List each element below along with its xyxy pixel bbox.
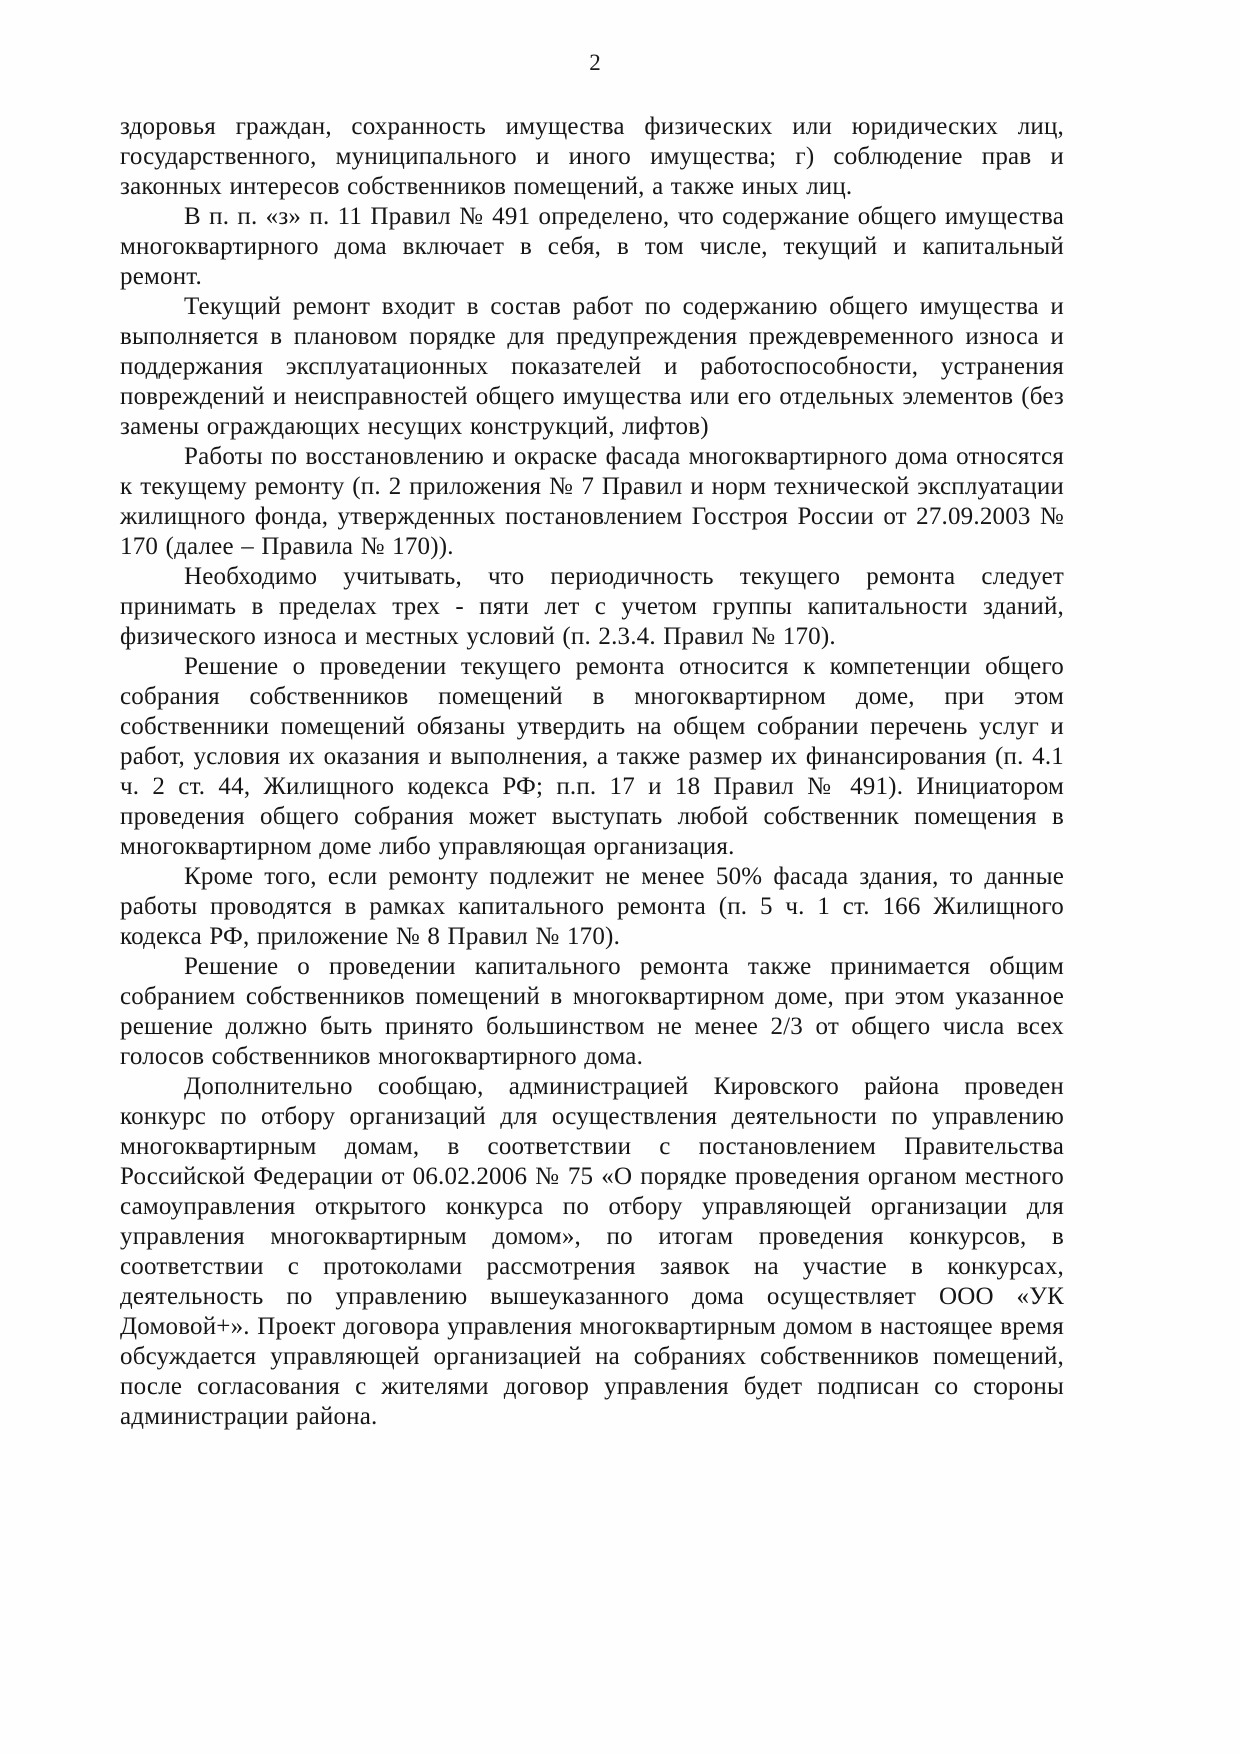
paragraph-current-repair-definition: Текущий ремонт входит в состав работ по содержанию общего имущества и выполняется в плановом порядке для предупреждения преждевременного износа и поддержания эксплуатационных показателей и работоспособности, устранения повреждений и неисправностей общего имущества или его отдельных элементов (без замены ограждающих несущих конструкций, лифтов) [120,293,1064,440]
paragraph-capital-repair-50-percent: Кроме того, если ремонту подлежит не менее 50% фасада здания, то данные работы проводятся в рамках капитального ремонта (п. 5 ч. 1 ст. 166 Жилищного кодекса РФ, приложение № 8 Правил № 170). [120,863,1064,950]
document-body [120,112,1064,1432]
paragraph-repair-periodicity: Необходимо учитывать, что периодичность текущего ремонта следует принимать в пределах трех - пяти лет с учетом группы капитальности зданий, физического износа и местных условий (п. 2.3.4. Правил № 170). [120,563,1064,650]
paragraph-facade-works: Работы по восстановлению и окраске фасада многоквартирного дома относятся к текущему ремонту (п. 2 приложения № 7 Правил и норм технической эксплуатации жилищного фонда, утвержденных постановлением Госстроя России от 27.09.2003 № 170 (далее – Правила № 170)). [120,443,1064,560]
paragraph-capital-repair-decision: Решение о проведении капитального ремонта также принимается общим собранием собственников помещений в многоквартирном доме, при этом указанное решение должно быть принято большинством не менее 2/3 от общего числа всех голосов собственников многоквартирного дома. [120,953,1064,1070]
page-number: 2 [589,50,601,75]
paragraph-rules-491: В п. п. «з» п. 11 Правил № 491 определено, что содержание общего имущества многоквартирного дома включает в себя, в том числе, текущий и капитальный ремонт. [120,203,1064,290]
paragraph-continuation: здоровья граждан, сохранность имущества физических или юридических лиц, государственного, муниципального и иного имущества; г) соблюдение прав и законных интересов собственников помещений, а также иных лиц. [120,113,1064,200]
paragraph-current-repair-decision: Решение о проведении текущего ремонта относится к компетенции общего собрания собственников помещений в многоквартирном доме, при этом собственники помещений обязаны утвердить на общем собрании перечень услуг и работ, условия их оказания и выполнения, а также размер их финансирования (п. 4.1 ч. 2 ст. 44, Жилищного кодекса РФ; п.п. 17 и 18 Правил № 491). Инициатором проведения общего собрания может выступать любой собственник помещения в многоквартирном доме либо управляющая организация. [120,653,1064,860]
paragraph-management-competition: Дополнительно сообщаю, администрацией Кировского района проведен конкурс по отбору организаций для осуществления деятельности по управлению многоквартирным домам, в соответствии с постановлением Правительства Российской Федерации от 06.02.2006 № 75 «О порядке проведения органом местного самоуправления открытого конкурса по отбору управляющей организации для управления многоквартирным домом», по итогам проведения конкурсов, в соответствии с протоколами рассмотрения заявок на участие в конкурсах, деятельность по управлению вышеуказанного дома осуществляет ООО «УК Домовой+». Проект договора управления многоквартирным домом в настоящее время обсуждается управляющей организацией на собраниях собственников помещений, после согласования с жителями договор управления будет подписан со стороны администрации района. [120,1073,1064,1430]
